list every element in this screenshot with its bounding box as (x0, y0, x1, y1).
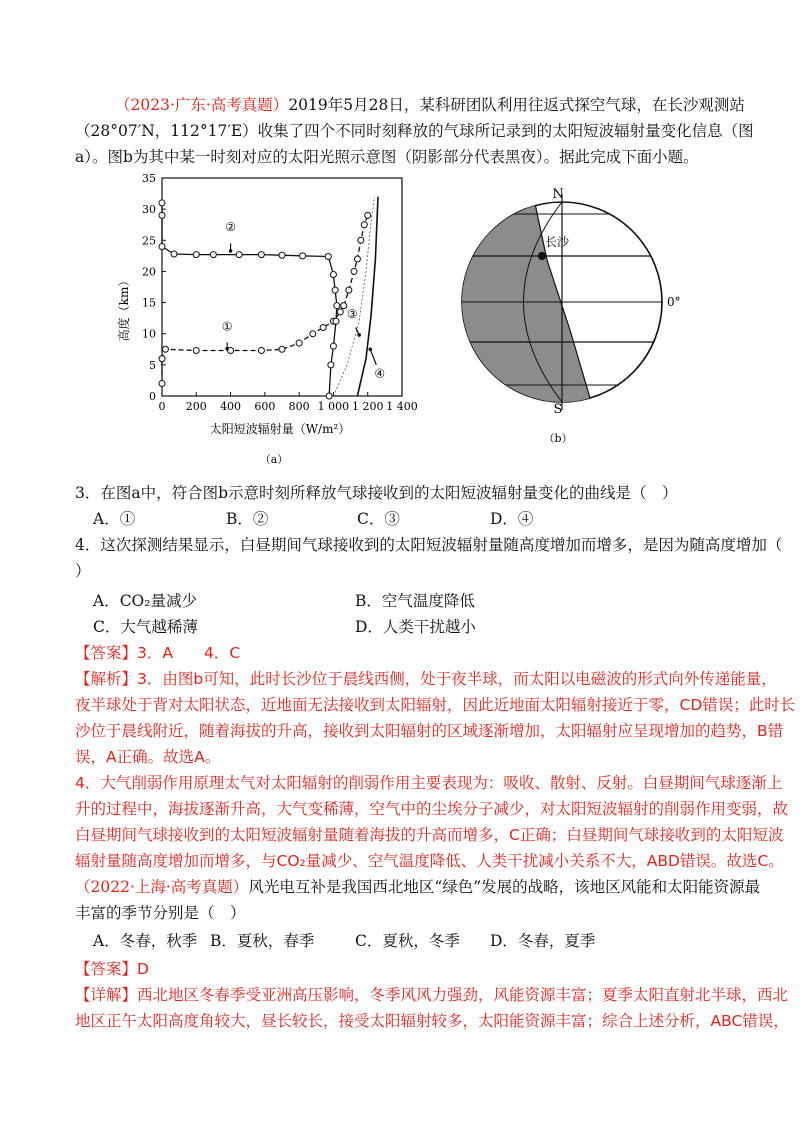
y-tick-label: 25 (142, 234, 156, 248)
y-tick-label: 10 (142, 327, 156, 341)
data-point (310, 331, 316, 337)
intro-source: （2023·广东·高考真题） (115, 96, 289, 114)
data-point (320, 324, 326, 330)
series-line (162, 203, 337, 396)
data-point (354, 256, 360, 262)
intro-line-1: （2023·广东·高考真题）2019年5月28日，某科研团队利用往返式探空气球，在长沙观测站 (115, 96, 745, 114)
y-tick-label: 30 (142, 203, 156, 217)
north-label: N (552, 187, 564, 202)
figure-b-diagram (455, 180, 695, 460)
q5-source: （2022·上海·高考真题） (75, 878, 249, 896)
curve-label: ② (225, 219, 236, 234)
data-point (159, 356, 165, 362)
data-point (236, 252, 242, 258)
q4-option-c: C．大气越稀薄 (93, 618, 198, 636)
chart-axes (162, 178, 402, 396)
intro-line-3: a）。图b为其中某一时刻对应的太阳光照示意图（阴影部分代表黑夜）。据此完成下面小题。 (75, 148, 699, 166)
x-tick-label: 1 000 (317, 400, 350, 413)
data-point (258, 348, 264, 354)
data-point (193, 348, 199, 354)
analysis-line-1: 【解析】3．由图b可知，此时长沙位于晨线西侧，处于夜半球，而太阳以电磁波的形式向外传递能量， (75, 670, 777, 688)
data-point (330, 343, 336, 349)
curve-label: ④ (374, 366, 386, 381)
q3-option-d: D．④ (490, 510, 534, 528)
analysis-line-4: 误，A正确。故选A。 (75, 748, 221, 766)
data-point (365, 212, 371, 218)
q3-option-a: A．① (93, 510, 136, 528)
q3-stem: 3．在图a中，符合图b示意时刻所释放气球接收到的太阳短波辐射量变化的曲线是（ ） (75, 484, 678, 502)
y-tick-label: 0 (149, 390, 156, 403)
data-point (346, 287, 352, 293)
q4-option-b: B．空气温度降低 (355, 592, 475, 610)
data-point (325, 253, 331, 259)
chart-series (162, 197, 378, 396)
data-point (159, 200, 165, 206)
q4-option-d: D．人类干扰越小 (355, 618, 476, 636)
figure-a-caption: （a） (259, 453, 289, 466)
data-point (193, 252, 199, 258)
arrow-head (225, 347, 229, 351)
data-point (328, 362, 334, 368)
data-point (159, 381, 165, 387)
data-point (326, 393, 332, 399)
data-point (337, 309, 343, 315)
data-point (341, 303, 347, 309)
curve-label-arrow (370, 349, 376, 365)
q4-option-a: A．CO₂量减少 (93, 592, 197, 610)
data-point (332, 287, 338, 293)
q5-option-b: B．夏秋，春季 (210, 932, 315, 950)
changsha-label: 长沙 (545, 235, 570, 249)
detail-line-2: 地区正午太阳高度角较大，昼长较长，接受太阳辐射较多，太阳能资源丰富；综合上述分析，ABC错误， (75, 1012, 789, 1030)
arrow-head (357, 333, 361, 337)
changsha-point (538, 252, 546, 260)
data-point (361, 222, 367, 228)
analysis-line-3: 沙位于晨线附近，随着海拔的升高，接收到太阳辐射的区域逐渐增加，太阳辐射应呈现增加的趋势，B错 (75, 722, 784, 740)
answer-1: 【答案】3．A 4．C (75, 644, 241, 662)
q5-option-c: C．夏秋，冬季 (355, 932, 460, 950)
data-point (330, 272, 336, 278)
chart-ylabel: 高度（km） (117, 274, 131, 342)
arrow-head (229, 249, 233, 253)
chart-frame (162, 178, 402, 396)
data-point (333, 318, 339, 324)
chart-markers (159, 200, 371, 399)
curve-label: ① (221, 319, 233, 334)
q3-option-b: B．② (226, 510, 269, 528)
analysis-line-5: 4．大气削弱作用原理太气对太阳辐射的削弱作用主要表现为：吸收、散射、反射。白昼期间气球逐渐上 (75, 774, 783, 792)
analysis-line-7: 白昼期间气球接收到的太阳短波辐射量随着海拔的升高而增多，C正确；白昼期间气球接收到的太阳短波 (75, 826, 784, 844)
x-tick-label: 600 (254, 400, 276, 413)
data-point (279, 252, 285, 258)
analysis-line-2: 夜半球处于背对太阳状态，近地面无法接收到太阳辐射，因此近地面太阳辐射接近于零，CD错误；此时长 (75, 696, 796, 714)
x-tick-label: 1 400 (386, 400, 418, 413)
data-point (210, 252, 216, 258)
figure-a-chart (110, 168, 440, 468)
data-point (351, 268, 357, 274)
x-tick-label: 200 (185, 400, 207, 413)
y-tick-label: 5 (149, 358, 156, 372)
arrow-head (368, 347, 372, 351)
figure-b-caption: （b） (543, 432, 573, 445)
y-tick-label: 35 (142, 172, 156, 185)
analysis-line-8: 辐射量随高度增加而增多，与CO₂量减少、空气温度降低、人类干扰减小关系不大，ABD错误。故选C。 (75, 852, 784, 870)
q4-stem-line-2: ） (75, 562, 91, 580)
q5-stem-line-1: （2022·上海·高考真题）风光电互补是我国西北地区“绿色”发展的战略，该地区风能和太阳能资源最 (75, 878, 761, 896)
q5-option-d: D．冬春，夏季 (490, 932, 596, 950)
series-line (162, 306, 344, 384)
data-point (296, 340, 302, 346)
data-point (171, 251, 177, 257)
data-point (358, 237, 364, 243)
x-tick-label: 400 (220, 400, 242, 413)
data-point (159, 244, 165, 250)
q4-stem-line-1: 4．这次探测结果显示，白昼期间气球接收到的太阳短波辐射量随高度增加而增多，是因为随高度增加（ (75, 536, 783, 554)
series-line (333, 197, 374, 396)
chart-xlabel: 太阳短波辐射量（W/m²） (209, 422, 351, 436)
q3-option-c: C．③ (357, 510, 400, 528)
data-point (258, 252, 264, 258)
x-tick-label: 800 (288, 400, 310, 413)
data-point (334, 303, 340, 309)
answer-2: 【答案】D (75, 960, 149, 978)
x-tick-label: 0 (158, 400, 166, 413)
curve-label: ③ (346, 307, 358, 322)
data-point (159, 212, 165, 218)
intro-line-2: （28°07′N，112°17′E）收集了四个不同时刻释放的气球所记录到的太阳短波辐射量变化信息（图 (75, 122, 754, 140)
analysis-line-6: 升的过程中，海拔逐渐升高，大气变稀薄，空气中的尘埃分子减少，对太阳短波辐射的削弱作用变弱，故 (75, 800, 789, 818)
q5-stem-line-2: 丰富的季节分别是（ ） (75, 904, 246, 922)
data-point (279, 346, 285, 352)
equator-label: 0° (667, 295, 681, 309)
x-tick-label: 1 200 (351, 400, 384, 413)
detail-line-1: 【详解】西北地区冬春季受亚洲高压影响，冬季风风力强劲，风能资源丰富；夏季太阳直射北半球，西北 (75, 986, 789, 1004)
data-point (162, 346, 168, 352)
data-point (300, 253, 306, 259)
q5-option-a: A．冬春，秋季 (93, 932, 198, 950)
south-label: S (553, 402, 563, 417)
y-tick-label: 15 (142, 296, 156, 310)
y-tick-label: 20 (142, 265, 156, 279)
